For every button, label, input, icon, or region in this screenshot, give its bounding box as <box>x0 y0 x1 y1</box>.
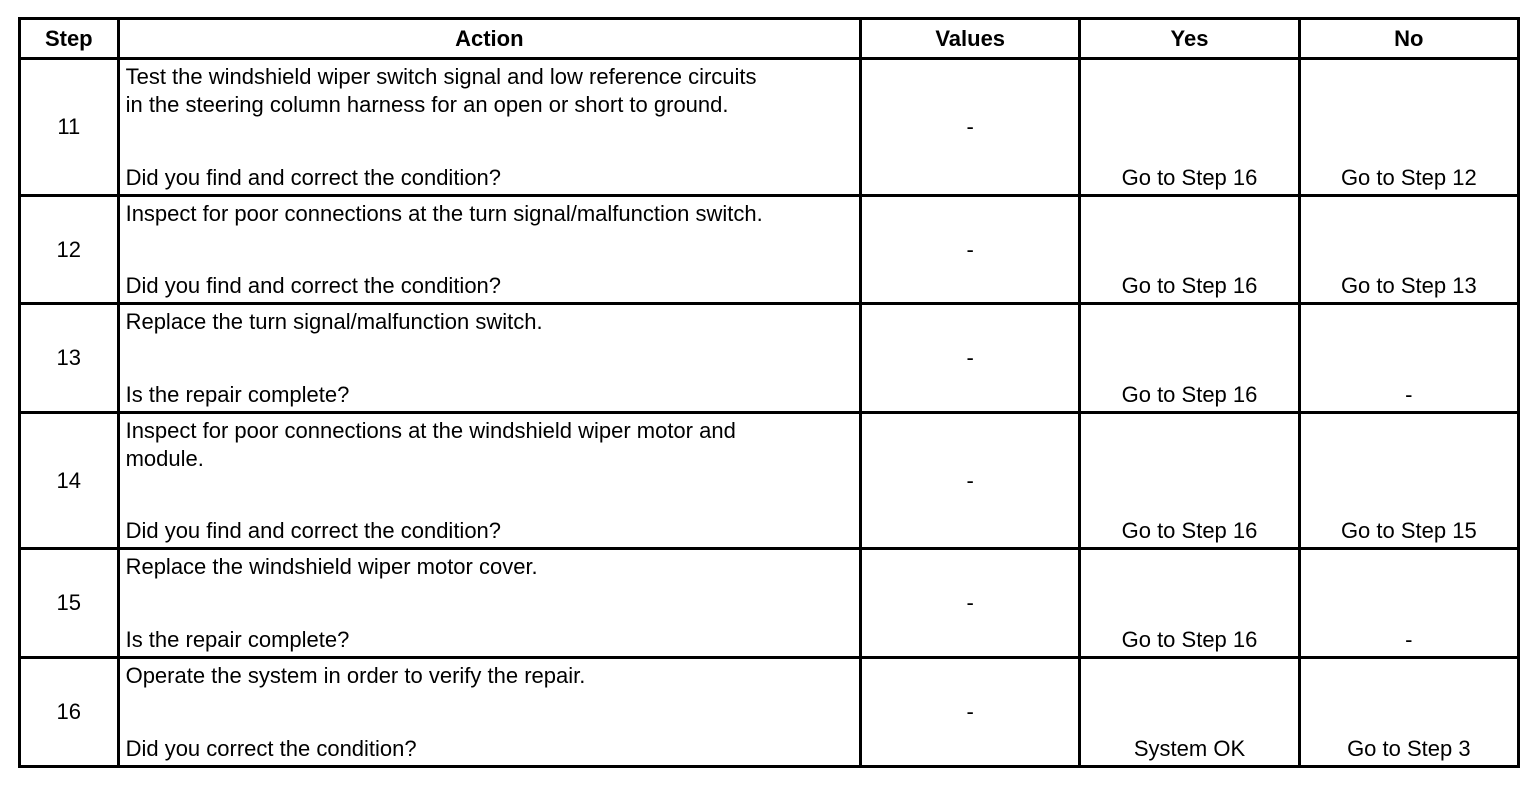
header-no: No <box>1299 19 1518 59</box>
action-description: Replace the turn signal/malfunction switch. <box>125 309 543 334</box>
action-question: Did you find and correct the condition? <box>125 165 502 190</box>
step-number: 11 <box>20 59 119 196</box>
values-cell: - <box>861 304 1080 413</box>
diagnostic-table <box>18 17 1520 768</box>
table-row <box>20 658 1519 767</box>
step-number: 13 <box>20 304 119 413</box>
values-cell: - <box>861 59 1080 196</box>
no-cell: Go to Step 15 <box>1299 413 1518 549</box>
header-yes: Yes <box>1080 19 1299 59</box>
diagnostic-table-container <box>18 17 1520 768</box>
no-cell: Go to Step 13 <box>1299 196 1518 304</box>
action-question: Did you find and correct the condition? <box>125 273 502 298</box>
values-cell: - <box>861 658 1080 767</box>
no-cell: Go to Step 12 <box>1299 59 1518 196</box>
table-row <box>20 413 1519 549</box>
action-cell <box>118 304 860 413</box>
action-description: Inspect for poor connections at the turn signal/malfunction switch. <box>125 201 763 226</box>
header-values: Values <box>861 19 1080 59</box>
action-description: Test the windshield wiper switch signal and low reference circuits in the steering column harness for an open or short to ground. <box>125 64 757 117</box>
action-cell <box>118 413 860 549</box>
values-cell: - <box>861 413 1080 549</box>
action-question: Is the repair complete? <box>125 627 350 652</box>
table-row <box>20 304 1519 413</box>
yes-cell: Go to Step 16 <box>1080 549 1299 658</box>
values-cell: - <box>861 196 1080 304</box>
action-cell <box>118 549 860 658</box>
action-description: Replace the windshield wiper motor cover. <box>125 554 538 579</box>
table-row <box>20 59 1519 196</box>
action-cell <box>118 59 860 196</box>
yes-cell: System OK <box>1080 658 1299 767</box>
values-cell: - <box>861 549 1080 658</box>
step-number: 12 <box>20 196 119 304</box>
no-cell: Go to Step 3 <box>1299 658 1518 767</box>
yes-cell: Go to Step 16 <box>1080 304 1299 413</box>
action-question: Did you correct the condition? <box>125 736 417 761</box>
action-description: Inspect for poor connections at the windshield wiper motor and module. <box>125 418 736 471</box>
no-cell: - <box>1299 304 1518 413</box>
yes-cell: Go to Step 16 <box>1080 196 1299 304</box>
table-header-row <box>20 19 1519 59</box>
step-number: 15 <box>20 549 119 658</box>
step-number: 14 <box>20 413 119 549</box>
action-question: Did you find and correct the condition? <box>125 518 502 543</box>
table-row <box>20 196 1519 304</box>
yes-cell: Go to Step 16 <box>1080 413 1299 549</box>
step-number: 16 <box>20 658 119 767</box>
no-cell: - <box>1299 549 1518 658</box>
yes-cell: Go to Step 16 <box>1080 59 1299 196</box>
table-row <box>20 549 1519 658</box>
header-action: Action <box>118 19 860 59</box>
action-cell <box>118 658 860 767</box>
header-step: Step <box>20 19 119 59</box>
action-description: Operate the system in order to verify the repair. <box>125 663 586 688</box>
action-cell <box>118 196 860 304</box>
action-question: Is the repair complete? <box>125 382 350 407</box>
